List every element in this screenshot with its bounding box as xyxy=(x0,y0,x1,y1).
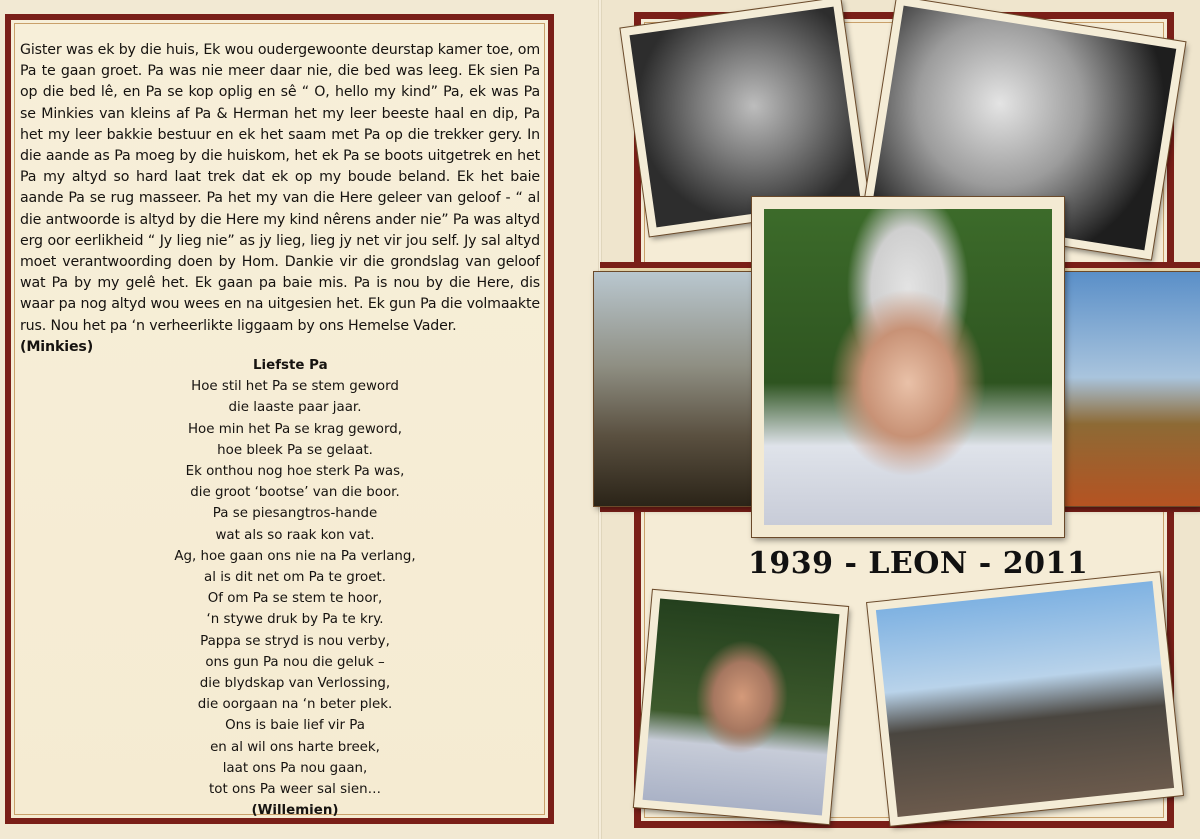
poem-line: en al wil ons harte breek, xyxy=(210,739,380,755)
poem-signature: (Willemien) xyxy=(251,803,339,819)
poem-line: die oorgaan na ‘n beter plek. xyxy=(197,697,393,713)
poem-line: Hoe stil het Pa se stem geword xyxy=(191,379,399,395)
photo-two-men-machinery xyxy=(867,572,1183,826)
tribute-text: Gister was ek by die huis, Ek wou oudergewoonte deurstap kamer toe, om Pa te gaan groet. Pa was nie meer daar nie, die bed was leeg. Ek sien Pa op die bed lê, en Pa se kop oplig en sê “ O, hello my kind” Pa, ek was Pa se Minkies van kleins af Pa & Herman het my leer beeste haal en dip, Pa het my leer bakkie bestuur en ek het saam met Pa op die trekker gery. In die aande as Pa moeg by die huiskom, het ek Pa se boots uitgetrek en het Pa my altyd so hard laat trek dat ek op my boude beland. Ek het baie aande Pa se rug masseer. Pa het my van die Here geleer van geloof - “ al die antwoorde is altyd by die Here my kind nêrens ander nie” Pa was altyd erg oor eerlikheid “ Jy lieg nie” as jy lieg, lieg jy net vir jou self. Jy sal altyd moet verantwoording doen by Hom. Dankie vir die grondslag van geloof wat Pa by my gelê het. Ek gaan pa baie mis. Pa is nou by die Here, dis waar pa nog altyd wou wees en na uitgesien het. Ek gun Pa die volmaakte rus. Nou het pa ‘n verheerlikte liggaam by ons Hemelse Vader. xyxy=(20,42,540,334)
poem-line: wat als so raak kon vat. xyxy=(215,527,375,543)
poem-line: Pa se piesangtros-hande xyxy=(212,506,378,522)
poem-line: Of om Pa se stem te hoor, xyxy=(207,591,383,607)
poem-line: Ag, hoe gaan ons nie na Pa verlang, xyxy=(174,548,416,564)
poem-line: al is dit net om Pa te groet. xyxy=(204,570,386,586)
memorial-years-title: 1939 - LEON - 2011 xyxy=(748,546,1089,581)
poem-line: Ek onthou nog hoe sterk Pa was, xyxy=(185,464,405,480)
photo-man-outdoors xyxy=(634,590,848,824)
poem-line: ‘n stywe druk by Pa te kry. xyxy=(206,612,384,628)
poem-line: hoe bleek Pa se gelaat. xyxy=(217,442,373,458)
photo-drilling-rig-left xyxy=(594,272,752,506)
tribute-text-block xyxy=(20,40,540,358)
tribute-signature: (Minkies) xyxy=(20,338,94,355)
poem-line: die groot ‘bootse’ van die boor. xyxy=(190,485,400,501)
poem-line: Pappa se stryd is nou verby, xyxy=(200,633,390,649)
photo-water-fountain-right xyxy=(1062,272,1200,506)
poem xyxy=(150,355,440,821)
poem-title: Liefste Pa xyxy=(253,358,328,373)
photo-main-portrait xyxy=(752,197,1064,537)
poem-line: tot ons Pa weer sal sien… xyxy=(209,782,381,798)
poem-line: die laaste paar jaar. xyxy=(228,400,362,416)
poem-line: Ons is baie lief vir Pa xyxy=(225,718,365,734)
poem-line: die blydskap van Verlossing, xyxy=(199,676,391,692)
poem-line: Hoe min het Pa se krag geword, xyxy=(187,421,403,437)
poem-line: ons gun Pa nou die geluk – xyxy=(205,654,385,670)
poem-line: laat ons Pa nou gaan, xyxy=(222,760,368,776)
